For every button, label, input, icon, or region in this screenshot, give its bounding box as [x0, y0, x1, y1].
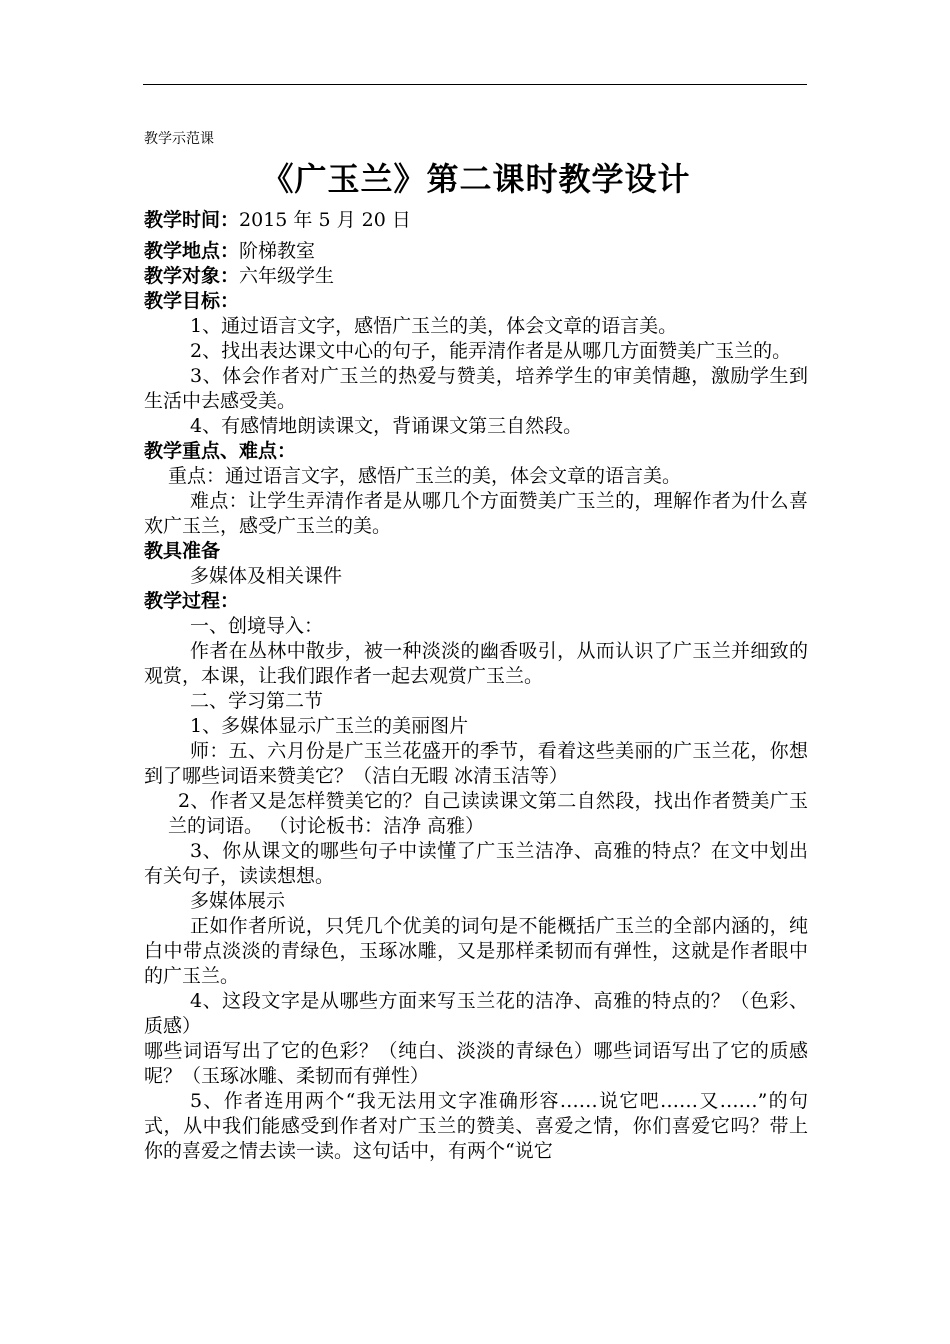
goal-item: 2、找出表达课文中心的句子，能弄清作者是从哪几方面赞美广玉兰的。 — [190, 340, 792, 362]
process-paragraph: 2、作者又是怎样赞美它的？自己读读课文第二自然段，找出作者赞美广玉兰的词语。 （讨论板书：洁净 高雅） — [168, 790, 808, 837]
goal-item: 4、有感情地朗读课文，背诵课文第三自然段。 — [190, 415, 583, 437]
audience-value: 六年级学生 — [239, 265, 335, 287]
goal-item: 3、体会作者对广玉兰的热爱与赞美，培养学生的审美情趣，激励学生到生活中去感受美。 — [144, 365, 808, 412]
process-heading: 教学过程： — [144, 590, 240, 612]
header-rule — [143, 84, 807, 85]
goal-item: 1、通过语言文字，感悟广玉兰的美，体会文章的语言美。 — [190, 315, 678, 337]
materials-text: 多媒体及相关课件 — [190, 565, 343, 587]
process-paragraph: 多媒体展示 — [190, 890, 286, 912]
time-label: 教学时间： — [144, 209, 240, 231]
process-paragraph: 师：五、六月份是广玉兰花盛开的季节，看着这些美丽的广玉兰花，你想到了哪些词语来赞美它？（洁白无暇 冰清玉洁等） — [144, 740, 808, 787]
process-paragraph: 1、多媒体显示广玉兰的美丽图片 — [190, 715, 469, 737]
key-points-heading: 教学重点、难点： — [144, 440, 297, 462]
difficulty-point: 难点：让学生弄清作者是从哪几个方面赞美广玉兰的，理解作者为什么喜欢广玉兰，感受广玉兰的美。 — [144, 490, 808, 537]
time-value: 2015 年 5 月 20 日 — [239, 209, 411, 231]
info-audience — [144, 264, 808, 289]
process-paragraph: 哪些词语写出了它的色彩？（纯白、淡淡的青绿色）哪些词语写出了它的质感呢？（玉琢冰雕、柔韧而有弹性） — [144, 1040, 808, 1087]
process-paragraph: 4、这段文字是从哪些方面来写玉兰花的洁净、高雅的特点的？（色彩、质感） — [144, 990, 808, 1037]
focus-point: 重点：通过语言文字，感悟广玉兰的美，体会文章的语言美。 — [168, 465, 682, 487]
info-time — [144, 208, 808, 233]
process-paragraph: 正如作者所说，只凭几个优美的词句是不能概括广玉兰的全部内涵的，纯白中带点淡淡的青绿色，玉琢冰雕，又是那样柔韧而有弹性，这就是作者眼中的广玉兰。 — [144, 915, 808, 987]
place-value: 阶梯教室 — [239, 240, 316, 262]
materials-heading: 教具准备 — [144, 540, 221, 562]
process-paragraph: 作者在丛林中散步，被一种淡淡的幽香吸引，从而认识了广玉兰并细致的观赏，本课，让我们跟作者一起去观赏广玉兰。 — [144, 640, 808, 687]
place-label: 教学地点： — [144, 240, 240, 262]
process-paragraph: 一、创境导入： — [190, 615, 324, 637]
process-paragraph: 二、学习第二节 — [190, 690, 324, 712]
goals-heading: 教学目标： — [144, 290, 240, 312]
info-place — [144, 239, 808, 264]
audience-label: 教学对象： — [144, 265, 240, 287]
document-body — [144, 208, 808, 1164]
document-title: 《广玉兰》第二课时教学设计 — [261, 160, 691, 198]
process-paragraph: 3、你从课文的哪些句子中读懂了广玉兰洁净、高雅的特点？在文中划出有关句子，读读想想。 — [144, 840, 808, 887]
header-text: 教学示范课 — [144, 131, 214, 147]
process-paragraph: 5、作者连用两个“我无法用文字准确形容……说它吧……又……”的句式，从中我们能感受到作者对广玉兰的赞美、喜爱之情，你们喜爱它吗？带上你的喜爱之情去读一读。这句话中，有两个“说它 — [144, 1090, 808, 1162]
